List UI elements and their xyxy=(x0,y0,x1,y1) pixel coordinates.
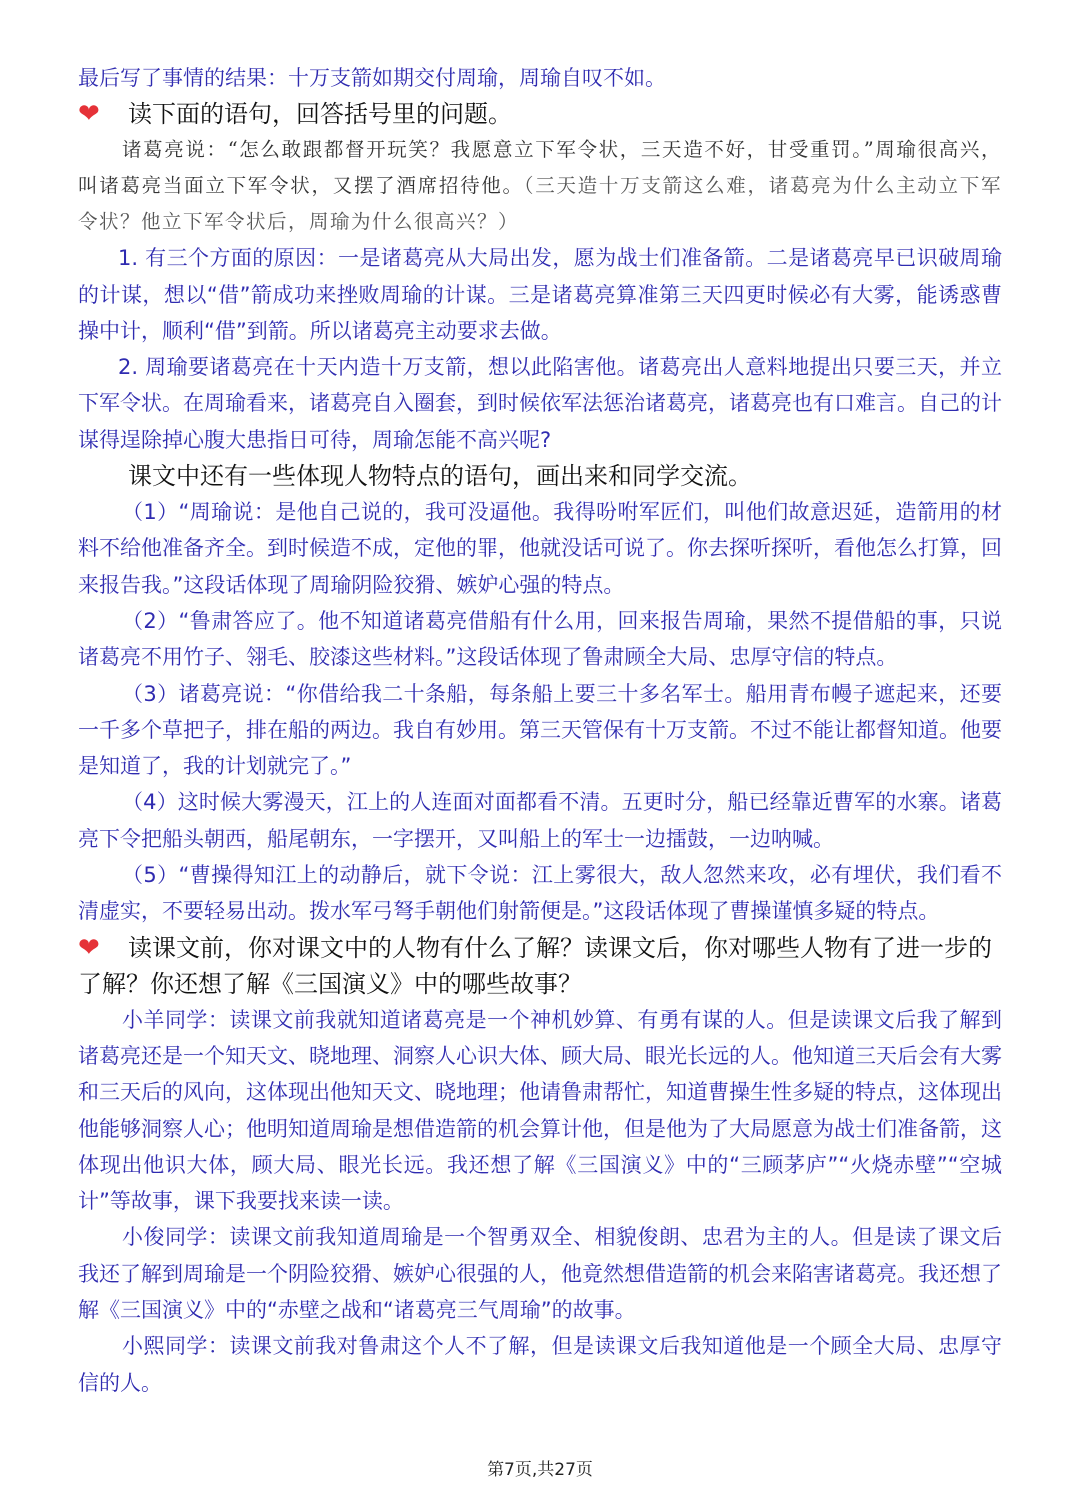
heading-text-3: 读课文前，你对课文中的人物有什么了解？读课文后，你对哪些人物有了进一步的了解？你还想了解《三国演义》中的哪些故事？ xyxy=(78,933,992,998)
quote-text: 诸葛亮说：“怎么敢跟都督开玩笑？我愿意立下军令状，三天造不好，甘受重罚。”周瑜很高兴，叫诸葛亮当面立下军令状，又摆了酒席招待他。 xyxy=(78,138,1002,198)
intro-line: 最后写了事情的结果：十万支箭如期交付周瑜，周瑜自叹不如。 xyxy=(78,66,666,90)
list-item: （3）诸葛亮说：“你借给我二十条船，每条船上要三十多名军士。船用青布幔子遮起来，还要一千多个草把子，排在船的两边。我自有妙用。第三天管保有十万支箭。不过不能让都督知道。他要是知道了，我的计划就完了。” xyxy=(78,681,1002,779)
section-heading-1 xyxy=(78,96,1002,132)
section-heading-2: 课文中还有一些体现人物特点的语句，画出来和同学交流。 xyxy=(128,462,752,491)
student-answer: 小俊同学：读课文前我知道周瑜是一个智勇双全、相貌俊朗、忠君为主的人。但是读了课文后我还了解到周瑜是一个阴险狡猾、嫉妒心很强的人，他竟然想借造箭的机会来陷害诸葛亮。我还想了解《三国演义》中的“赤壁之战和“诸葛亮三气周瑜”的故事。 xyxy=(78,1225,1002,1323)
quote-question: （三天造十万支箭这么难，诸葛亮为什么主动立下军令状？他立下军令状后，周瑜为什么很高兴？） xyxy=(78,174,1002,234)
quote-paragraph xyxy=(78,132,1002,240)
section-heading-3 xyxy=(78,930,1002,1002)
list-item: （2）“鲁肃答应了。他不知道诸葛亮借船有什么用，回来报告周瑜，果然不提借船的事，只说诸葛亮不用竹子、翎毛、胶漆这些材料。”这段话体现了鲁肃顾全大局、忠厚守信的特点。 xyxy=(78,608,1002,670)
heart-icon: ❤ xyxy=(78,932,100,963)
page-number: 第7页,共27页 xyxy=(487,1460,593,1480)
page-content xyxy=(78,60,1002,1401)
student-answer: 小熙同学：读课文前我对鲁肃这个人不了解，但是读课文后我知道他是一个顾全大局、忠厚守信的人。 xyxy=(78,1334,1002,1395)
student-answer: 小羊同学：读课文前我就知道诸葛亮是一个神机妙算、有勇有谋的人。但是读课文后我了解到诸葛亮还是一个知天文、晓地理、洞察人心识大体、顾大局、眼光长远的人。他知道三天后会有大雾和三天后的风向，这体现出他知天文、晓地理；他请鲁肃帮忙，知道曹操生性多疑的特点，这体现出他能够洞察人心；他明知道周瑜是想借造箭的机会算计他，但是他为了大局愿意为战士们准备箭，这体现出他识大体，顾大局、眼光长远。我还想了解《三国演义》中的“三顾茅庐”“火烧赤壁”“空城计”等故事，课下我要找来读一读。 xyxy=(78,1007,1002,1214)
heading-text-1: 读下面的语句，回答括号里的问题。 xyxy=(128,100,512,129)
heart-icon: ❤ xyxy=(78,99,100,130)
list-item: （5）“曹操得知江上的动静后，就下令说：江上雾很大，敌人忽然来攻，必有埋伏，我们看不清虚实，不要轻易出动。拨水军弓弩手朝他们射箭便是。”这段话体现了曹操谨慎多疑的特点。 xyxy=(78,863,1002,924)
answer-2: 2. 周瑜要诸葛亮在十天内造十万支箭，想以此陷害他。诸葛亮出人意料地提出只要三天，并立下军令状。在周瑜看来，诸葛亮自入圈套，到时候依军法惩治诸葛亮，诸葛亮也有口难言。自己的计谋得逞除掉心腹大患指日可待，周瑜怎能不高兴呢? xyxy=(78,355,1002,452)
list-item: （1）“周瑜说：是他自己说的，我可没逼他。我得吩咐军匠们，叫他们故意迟延，造箭用的材料不给他准备齐全。到时候造不成，定他的罪，他就没话可说了。你去探听探听，看他怎么打算，回来报告我。”这段话体现了周瑜阴险狡猾、嫉妒心强的特点。 xyxy=(78,500,1002,597)
list-item: （4）这时候大雾漫天，江上的人连面对面都看不清。五更时分，船已经靠近曹军的水寨。诸葛亮下令把船头朝西，船尾朝东，一字摆开，又叫船上的军士一边擂鼓，一边呐喊。 xyxy=(78,790,1002,851)
answer-1: 1. 有三个方面的原因：一是诸葛亮从大局出发，愿为战士们准备箭。二是诸葛亮早已识破周瑜的计谋，想以“借”箭成功来挫败周瑜的计谋。三是诸葛亮算准第三天四更时候必有大雾，能诱惑曹操中计，顺利“借”到箭。所以诸葛亮主动要求去做。 xyxy=(78,246,1002,343)
